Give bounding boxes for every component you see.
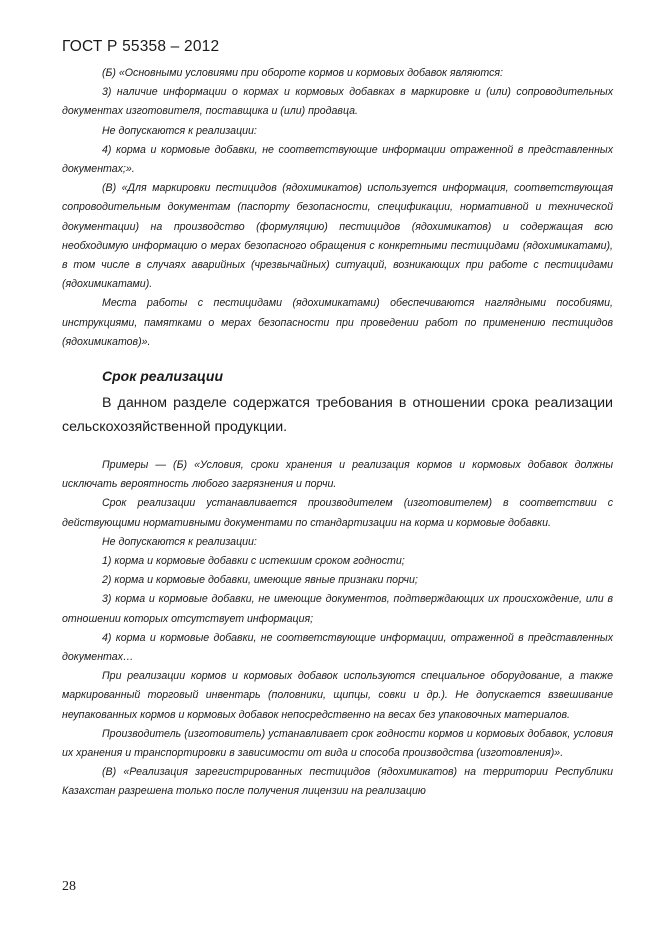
paragraph: Примеры — (Б) «Условия, сроки хранения и реализация кормов и кормовых добавок должны исключать вероятность любого загрязнения и порчи. [62,459,613,491]
paragraph: Срок реализации устанавливается производителем (изготовителем) в соответствии с действующими нормативными документами по стандартизации на корма и кормовые добавки. [62,497,613,529]
paragraph: 3) наличие информации о кормах и кормовых добавках в маркировке и (или) сопроводительных документах изготовителя, поставщика и (или) продавца. [62,86,613,118]
document-header: ГОСТ Р 55358 – 2012 [62,38,220,55]
paragraph: При реализации кормов и кормовых добавок используются специальное оборудование, а также маркированный торговый инвентарь (половники, щипцы, совки и др.). Не допускается взвешивание неупакованных кормов и кормовых добавок непосредственно на весах без упаковочных материалов. [62,670,613,721]
paragraph: 3) корма и кормовые добавки, не имеющие документов, подтверждающих их происхождение, или в отношении которых отсутствует информация; [62,593,613,625]
paragraph: 4) корма и кормовые добавки, не соответствующие информации отраженной в представленных документах;». [62,143,613,176]
paragraph: (В) «Реализация зарегистрированных пестицидов (ядохимикатов) на территории Республики Казахстан разрешена только после получения лицензии на реализацию [62,766,613,798]
page-number: 28 [62,879,76,894]
section-intro: В данном разделе содержатся требования в отношении срока реализации сельскохозяйственной продукции. [62,395,613,435]
paragraph: Не допускаются к реализации: [102,535,257,548]
paragraph: 1) корма и кормовые добавки с истекшим сроком годности; [102,555,405,568]
examples-block [62,456,613,802]
section-heading: Срок реализации [102,368,224,384]
paragraph: 4) корма и кормовые добавки, не соответствующие информации, отраженной в представленных документах… [62,631,613,664]
paragraph: Производитель (изготовитель) устанавливает срок годности кормов и кормовых добавок, условия их хранения и транспортировки в зависимости от вида и способа производства (изготовления)». [62,727,613,760]
paragraph: Не допускаются к реализации: [102,124,257,137]
paragraph: 2) корма и кормовые добавки, имеющие явные признаки порчи; [102,574,418,587]
paragraph: (Б) «Основными условиями при обороте кормов и кормовых добавок являются: [102,67,503,79]
paragraph: Места работы с пестицидами (ядохимикатами) обеспечиваются наглядными пособиями, инструкциями, памятками о мерах безопасности при проведении работ по применению пестицидов (ядохимикатов)». [62,297,613,348]
paragraph: (В) «Для маркировки пестицидов (ядохимикатов) используется информация, соответствующая сопроводительным документам (паспорту безопасности, спецификации, нормативной и технической документации) на производство (формуляцию) пестицидов (ядохимикатов) и содержащая всю необходимую информацию о мерах безопасного обращения с конкретными пестицидами (ядохимикатами), в том числе в случаях аварийных (чрезвычайных) ситуаций, возникающих при работе с пестицидами (ядохимикатами). [62,182,613,291]
quoted-requirements-block [62,64,613,352]
